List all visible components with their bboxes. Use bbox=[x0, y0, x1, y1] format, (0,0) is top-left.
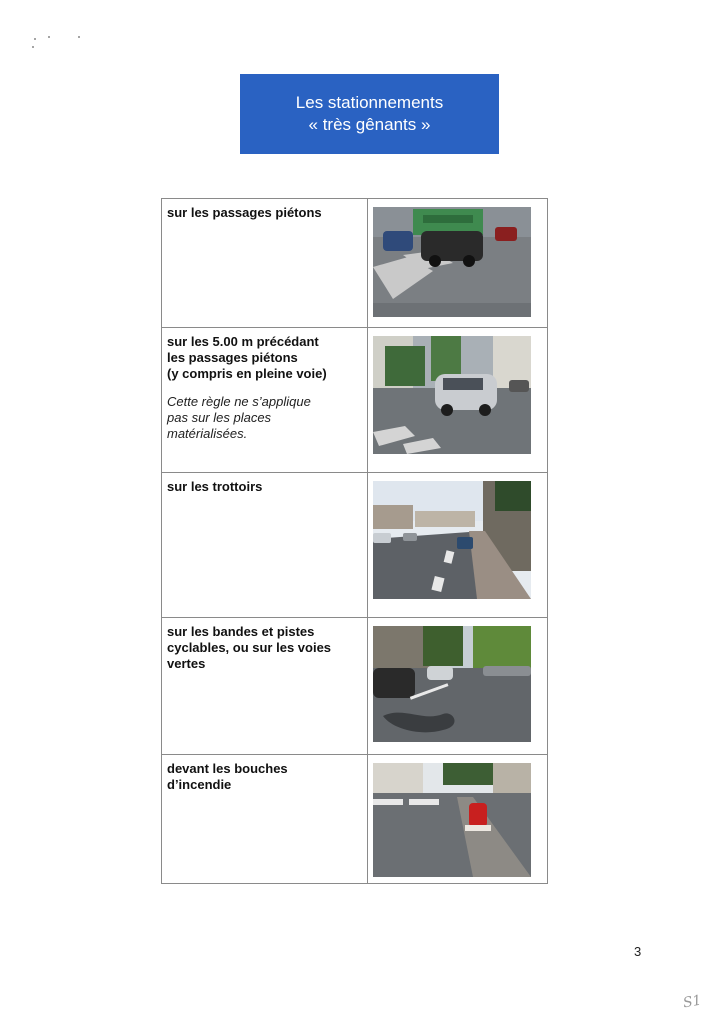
fire-hydrant-photo bbox=[373, 763, 531, 877]
rule-text-cell bbox=[162, 755, 368, 884]
rule-label: sur les passages piétons bbox=[167, 205, 322, 220]
rule-text-cell bbox=[162, 473, 368, 618]
parking-rules-table bbox=[161, 198, 548, 884]
rule-note: Cette règle ne s’applique pas sur les places matérialisées. bbox=[167, 394, 311, 441]
rule-row bbox=[162, 618, 548, 755]
car-before-crossing-photo bbox=[373, 336, 531, 454]
rule-photo-cell bbox=[368, 199, 548, 328]
rule-label: sur les 5.00 m précédant les passages piétons (y compris en pleine voie) bbox=[167, 334, 327, 381]
page-number: 3 bbox=[634, 944, 642, 959]
title-line-2: « très gênants » bbox=[308, 115, 431, 134]
rule-text-cell bbox=[162, 618, 368, 755]
bike-lane-photo bbox=[373, 626, 531, 742]
rule-photo-cell bbox=[368, 328, 548, 473]
handwritten-initials: S1 bbox=[681, 992, 703, 1012]
rule-text-cell bbox=[162, 328, 368, 473]
rule-row bbox=[162, 328, 548, 473]
rule-photo-cell bbox=[368, 618, 548, 755]
title-banner bbox=[240, 74, 499, 154]
rule-label: sur les trottoirs bbox=[167, 479, 263, 494]
rule-row bbox=[162, 473, 548, 618]
sidewalk-parking-photo bbox=[373, 481, 531, 599]
rule-photo-cell bbox=[368, 473, 548, 618]
rule-photo-cell bbox=[368, 755, 548, 884]
pedestrian-crossing-photo bbox=[373, 207, 531, 317]
rule-label: devant les bouches d’incendie bbox=[167, 761, 288, 792]
title-line-1: Les stationnements bbox=[295, 93, 444, 112]
rule-label: sur les bandes et pistes cyclables, ou sur les voies vertes bbox=[167, 624, 332, 671]
rule-row bbox=[162, 755, 548, 884]
scan-specks bbox=[30, 32, 90, 52]
rule-row bbox=[162, 199, 548, 328]
rule-text-cell bbox=[162, 199, 368, 328]
